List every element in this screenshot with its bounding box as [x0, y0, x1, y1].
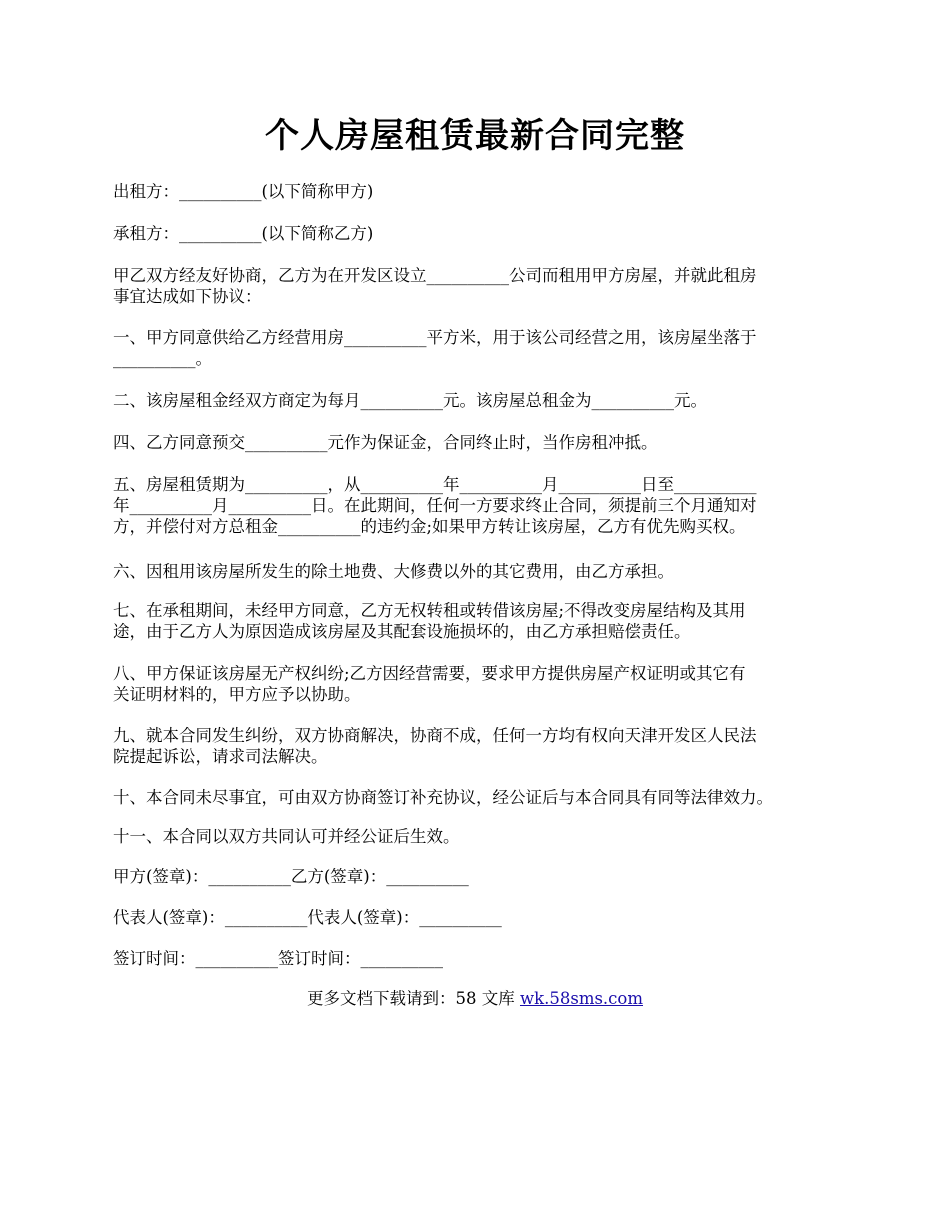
paragraph-line: 方，并偿付对方总租金__________的违约金;如果甲方转让该房屋，乙方有优先购买权。	[113, 517, 746, 536]
paragraph-preamble	[113, 265, 853, 307]
paragraph-line: 八、甲方保证该房屋无产权纠纷;乙方因经营需要，要求甲方提供房屋产权证明或其它有	[113, 664, 746, 683]
paragraph-clause-10	[113, 787, 853, 808]
paragraph-line: 关证明材料的，甲方应予以协助。	[113, 685, 361, 704]
paragraph-clause-7	[113, 600, 853, 642]
paragraph-line: 事宜达成如下协议：	[113, 287, 262, 306]
paragraph-line: 代表人(签章)：__________代表人(签章)：__________	[113, 908, 502, 927]
paragraph-line: 甲方(签章)：__________乙方(签章)：__________	[113, 867, 469, 886]
signing-dates	[113, 948, 853, 969]
paragraph-line: 途，由于乙方人为原因造成该房屋及其配套设施损坏的，由乙方承担赔偿责任。	[113, 622, 691, 641]
paragraph-clause-1	[113, 327, 853, 369]
paragraph-line: 二、该房屋租金经双方商定为每月__________元。该房屋总租金为__________元。	[113, 391, 707, 410]
paragraph-line: 十一、本合同以双方共同认可并经公证后生效。	[113, 827, 460, 846]
paragraph-line: 出租方：__________(以下简称甲方)	[113, 182, 374, 201]
paragraph-line: __________。	[113, 349, 212, 368]
paragraph-clause-11	[113, 826, 853, 847]
paragraph-line: 七、在承租期间，未经甲方同意，乙方无权转租或转借该房屋;不得改变房屋结构及其用	[113, 601, 746, 620]
paragraph-clause-4	[113, 432, 853, 453]
paragraph-line: 五、房屋租赁期为__________，从__________年__________月__________日至__________	[113, 475, 757, 494]
footer-text: 更多文档下载请到：58 文库	[306, 989, 520, 1008]
signature-representatives	[113, 907, 853, 928]
paragraph-line: 院提起诉讼，请求司法解决。	[113, 747, 328, 766]
paragraph-line: 四、乙方同意预交__________元作为保证金，合同终止时，当作房租冲抵。	[113, 433, 658, 452]
paragraph-line: 年__________月__________日。在此期间，任何一方要求终止合同，须提前三个月通知对	[113, 496, 757, 515]
paragraph-lessee	[113, 223, 853, 244]
paragraph-line: 一、甲方同意供给乙方经营用房__________平方米，用于该公司经营之用，该房屋坐落于	[113, 328, 757, 347]
paragraph-clause-5	[113, 474, 853, 537]
paragraph-line: 甲乙双方经友好协商，乙方为在开发区设立__________公司而租用甲方房屋，并就此租房	[113, 266, 757, 285]
footer-link[interactable]: wk.58sms.com	[519, 989, 643, 1008]
paragraph-line: 承租方：__________(以下简称乙方)	[113, 224, 374, 243]
paragraph-clause-8	[113, 663, 853, 705]
signature-party-a-b	[113, 866, 853, 887]
paragraph-line: 六、因租用该房屋所发生的除土地费、大修费以外的其它费用，由乙方承担。	[113, 562, 674, 581]
paragraph-lessor	[113, 181, 853, 202]
paragraph-line: 九、就本合同发生纠纷，双方协商解决，协商不成，任何一方均有权向天津开发区人民法	[113, 726, 757, 745]
paragraph-clause-2	[113, 390, 853, 411]
paragraph-line: 十、本合同未尽事宜，可由双方协商签订补充协议，经公证后与本合同具有同等法律效力。	[113, 788, 773, 807]
paragraph-clause-9	[113, 725, 853, 767]
paragraph-clause-6	[113, 561, 853, 582]
document-title: 个人房屋租赁最新合同完整	[265, 116, 685, 156]
footer-download-note	[113, 988, 837, 1010]
paragraph-line: 签订时间：__________签订时间：__________	[113, 949, 443, 968]
